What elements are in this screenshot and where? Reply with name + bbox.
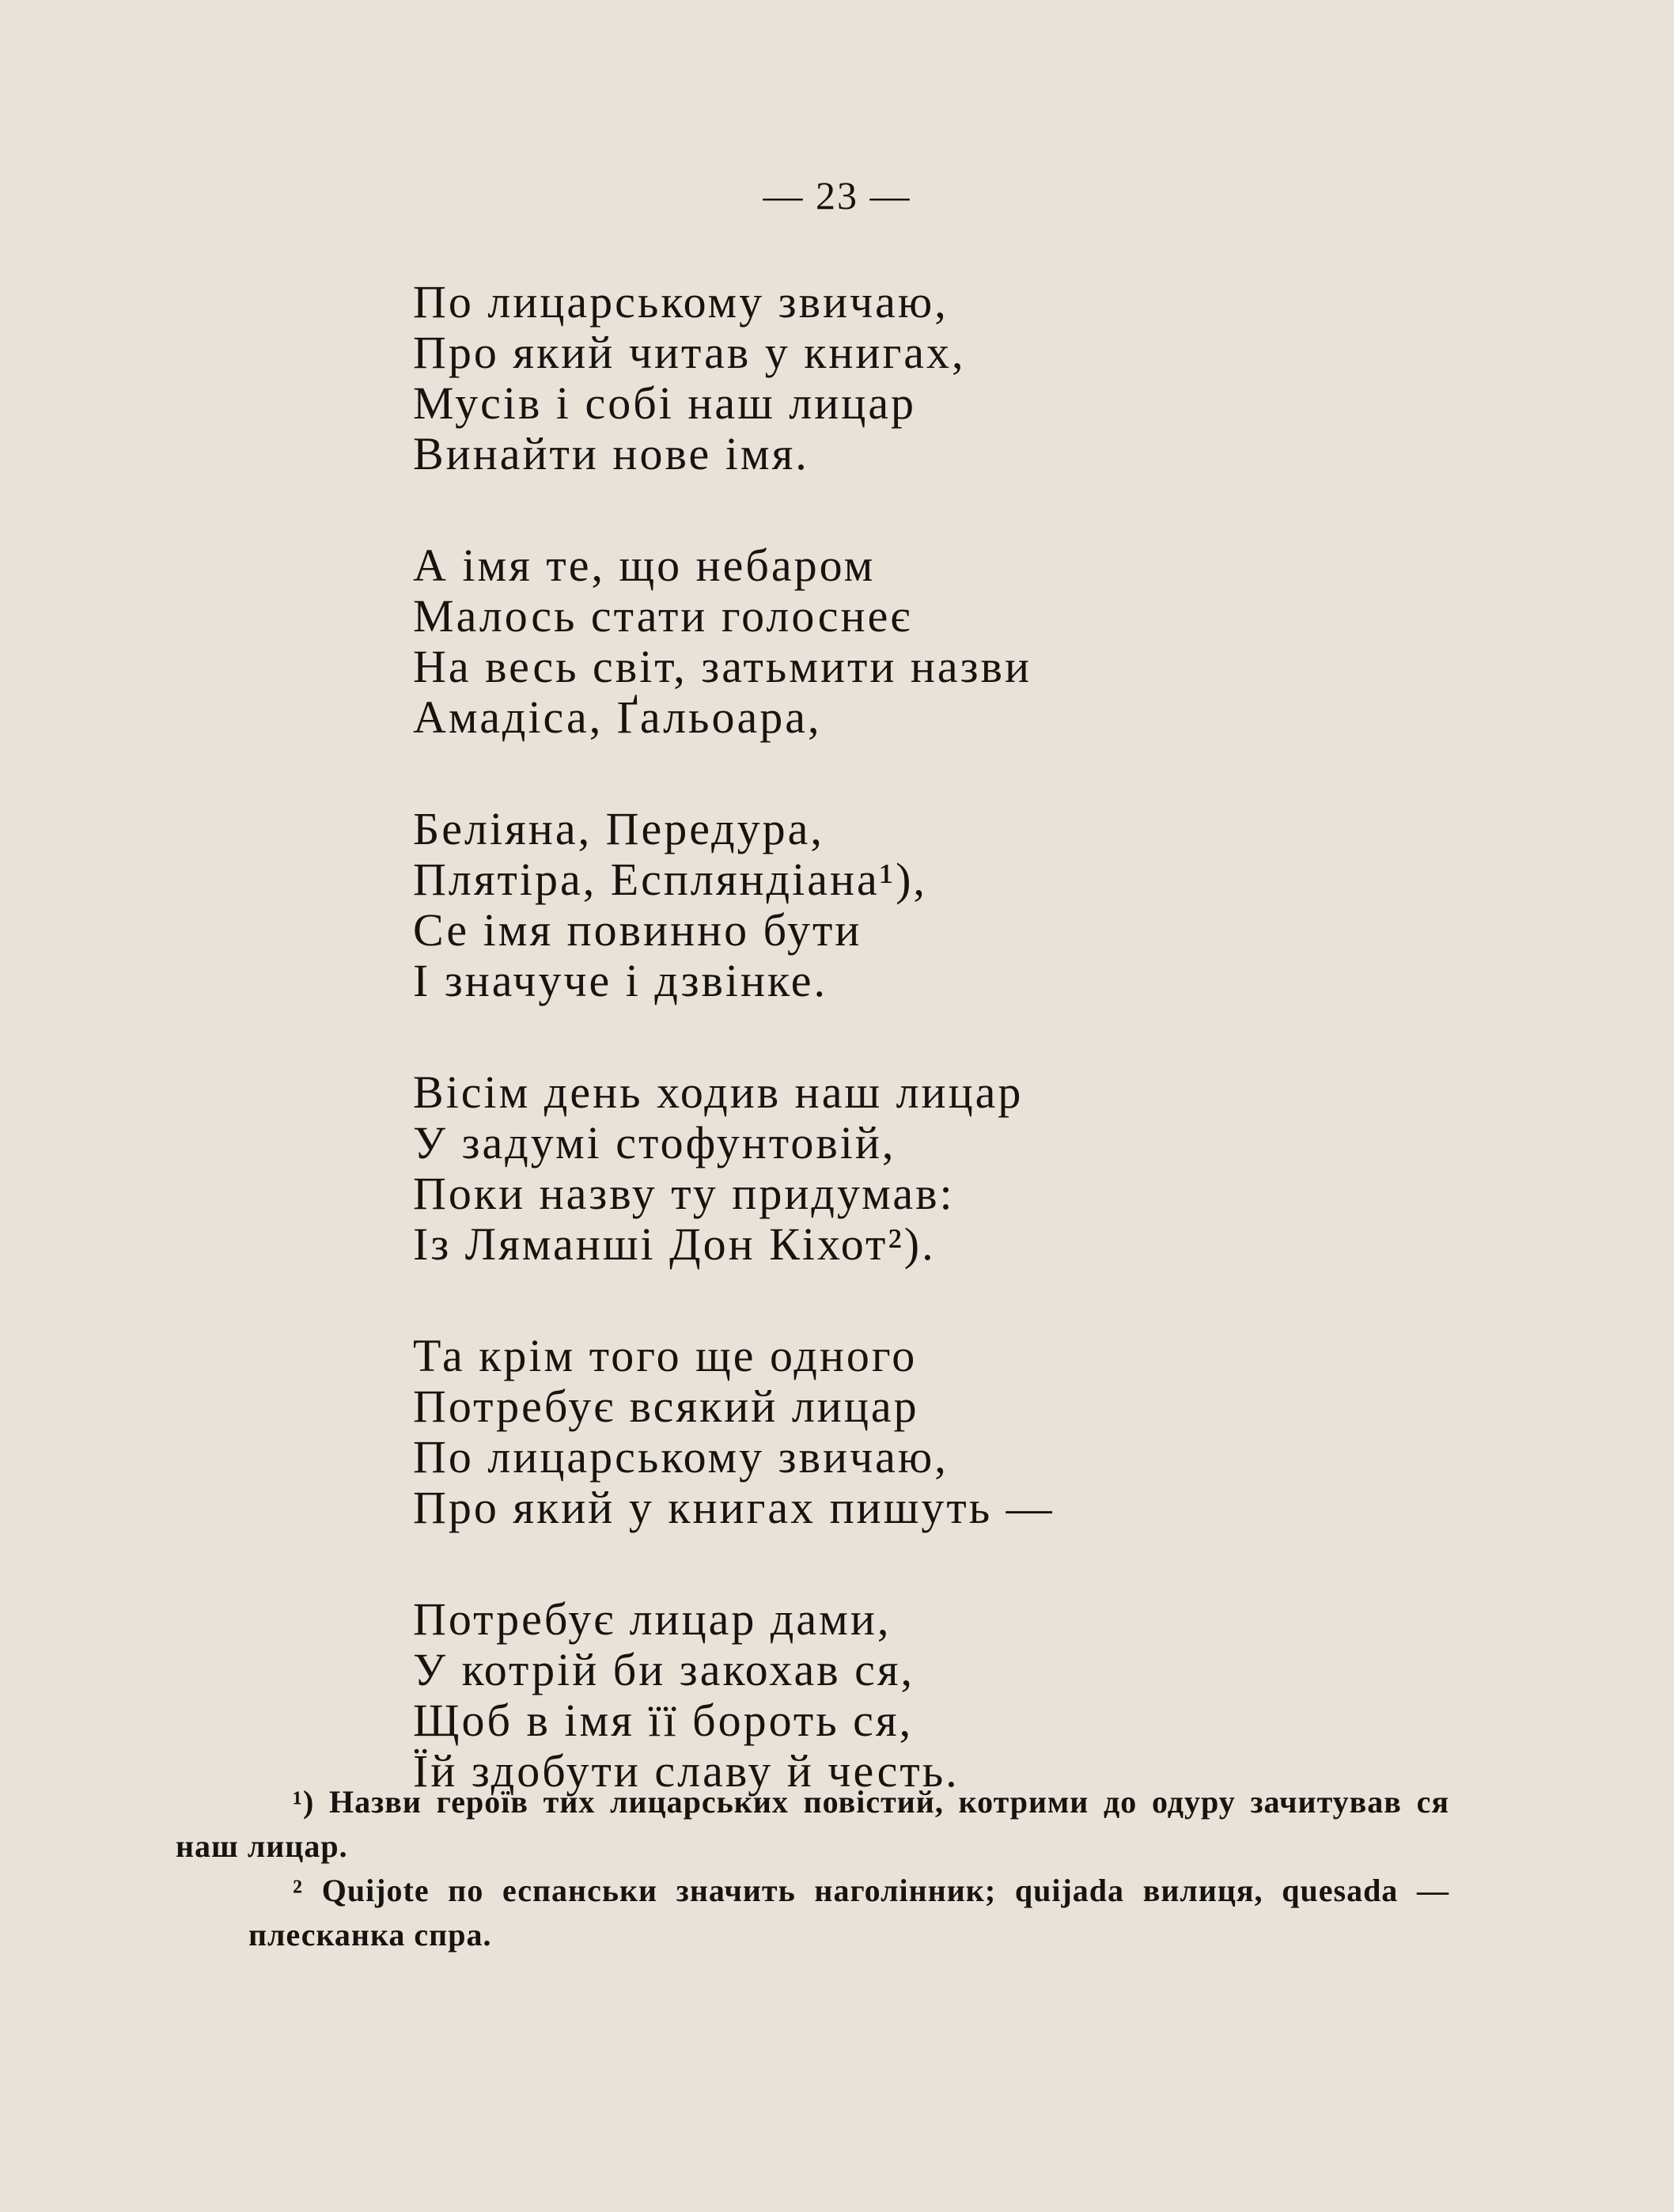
stanza-3 — [413, 804, 1441, 1006]
verse-line: Та крім того ще одного — [413, 1330, 918, 1381]
verse-line: Поки назву ту придумав: — [413, 1168, 955, 1219]
verse-line: Із Ляманші Дон Кіхот²). — [413, 1218, 936, 1270]
stanza-1 — [413, 277, 1441, 479]
stanza-6 — [413, 1594, 1441, 1797]
verse-line: Про який читав у книгах, — [413, 327, 966, 378]
stanza-2 — [413, 540, 1441, 743]
verse-line: Їй здобути славу й честь. — [413, 1745, 960, 1797]
stanza-4 — [413, 1067, 1441, 1270]
verse-line: Вісім день ходив наш лицар — [413, 1066, 1024, 1118]
footnotes — [176, 1780, 1449, 1957]
footnote-text: Назви героїв тих лицарських повістий, котрими до одуру зачитував ся наш лицар. — [176, 1784, 1450, 1864]
verse-line: У котрій би закохав ся, — [413, 1644, 915, 1695]
verse-line: Плятіра, Еспляндіана¹), — [413, 854, 927, 905]
verse-line: Винайти нове імя. — [413, 428, 809, 479]
verse-line: Амадіса, Ґальоара, — [413, 691, 822, 743]
verse-line: А імя те, що небаром — [413, 540, 876, 591]
footnote-marker: ² — [293, 1873, 303, 1908]
verse-line: Се імя повинно бути — [413, 904, 862, 956]
verse-line: У задумі стофунтовій, — [413, 1117, 896, 1168]
verse-line: Про який у книгах пишуть — — [413, 1482, 1055, 1533]
verse-line: Щоб в імя її бороть ся, — [413, 1695, 914, 1746]
verse-line: Малось стати голоснеє — [413, 590, 913, 642]
verse-line: І значуче і дзвінке. — [413, 955, 828, 1006]
footnote-marker: ¹) — [293, 1784, 315, 1820]
footnote-2 — [176, 1869, 1449, 1957]
verse-line: Мусів і собі наш лицар — [413, 377, 917, 429]
verse-line: Беліяна, Передура, — [413, 803, 824, 854]
verse-line: По лицарському звичаю, — [413, 276, 949, 328]
footnote-text: Quijote по еспанськи значить наголінник; quijada вилиця, quesada — плесканка спра. — [248, 1873, 1450, 1953]
verse-line: На весь світ, затьмити назви — [413, 641, 1032, 692]
verse-line: Потребує всякий лицар — [413, 1381, 919, 1432]
footnote-1 — [176, 1780, 1449, 1869]
stanza-5 — [413, 1331, 1441, 1533]
verse-line: Потребує лицар дами, — [413, 1593, 892, 1645]
verse-line: По лицарському звичаю, — [413, 1431, 949, 1483]
poem-body — [413, 277, 1441, 1797]
page-number: — 23 — — [763, 173, 911, 218]
